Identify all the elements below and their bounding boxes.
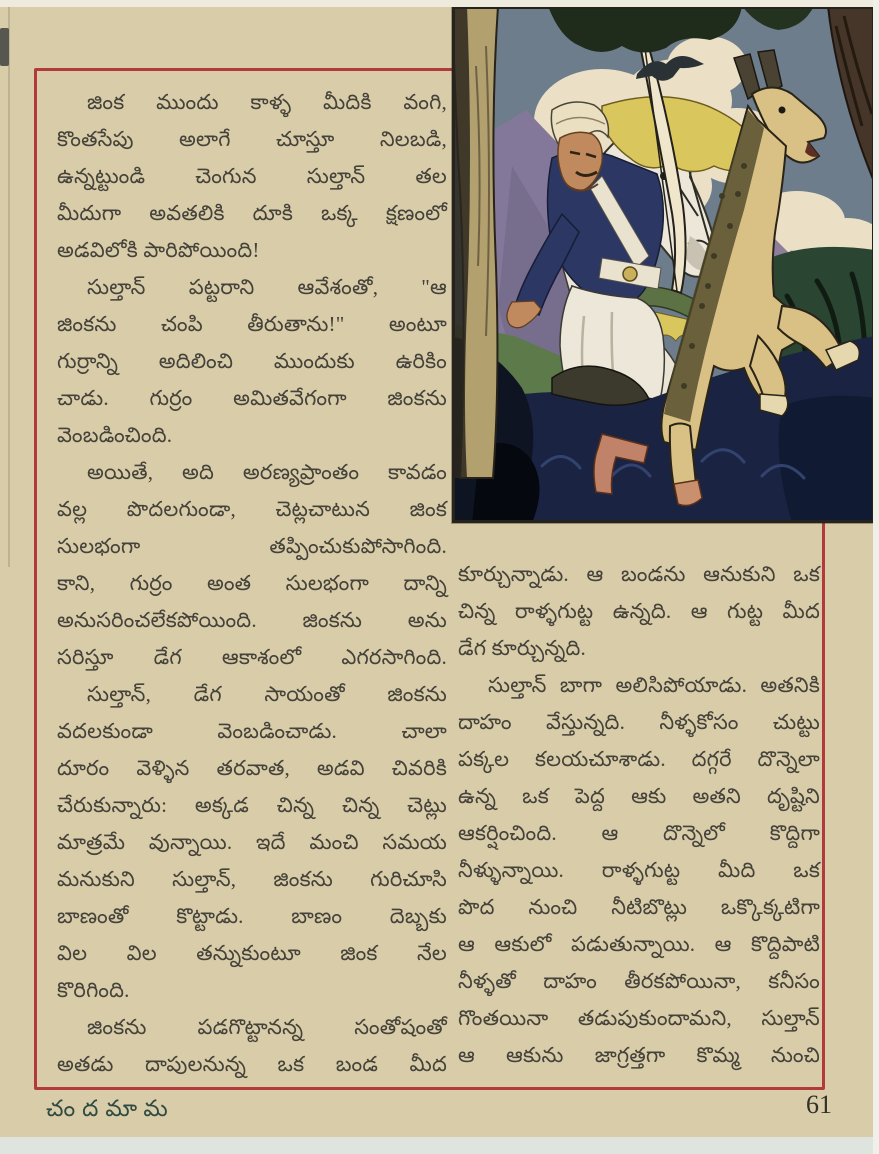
text-line: కూర్చున్నాడు. ఆ బండను ఆనుకుని ఒక (458, 562, 820, 586)
text-line: ఉన్నట్టుండి చెంగున సుల్తాన్ తల (57, 164, 447, 188)
text-line: ఉన్న ఒక పెద్ద ఆకు అతని దృష్టిని (458, 784, 820, 808)
scan-smudge (0, 28, 9, 66)
scan-right-edge (873, 0, 879, 1154)
text-line: కొరిగింది. (57, 978, 130, 1002)
text-line: గుర్రాన్ని అదిలించి ముందుకు ఉరికిం (57, 349, 447, 373)
right-text-column (458, 556, 820, 1074)
text-line: నీళ్ళతో దాహం తీరకపోయినా, కనీసం (458, 969, 820, 993)
text-line: వదలకుండా వెంబడించాడు. చాలా (57, 719, 447, 743)
left-tree (452, 6, 498, 478)
text-line: విల విల తన్నుకుంటూ జింక నేల (57, 941, 447, 965)
text-line: కాని, గుర్రం అంత సులభంగా దాన్ని (57, 571, 447, 595)
left-text-column (57, 84, 447, 1083)
text-line: సరిస్తూ డేగ ఆకాశంలో ఎగరసాగింది. (57, 645, 447, 669)
text-line: చేరుకున్నారు: అక్కడ చిన్న చిన్న చెట్లు (57, 793, 447, 817)
text-line: దాహం వేస్తున్నది. నీళ్ళకోసం చుట్టు (458, 710, 820, 734)
story-illustration (452, 6, 875, 523)
scan-crease (8, 7, 10, 567)
page-number: 61 (806, 1090, 832, 1119)
text-line: జింక ముందు కాళ్ళ మీదికి వంగి, (87, 90, 447, 114)
text-line: వెంబడించింది. (57, 423, 173, 447)
text-line: మనుకుని సుల్తాన్, జింకను గురిచూసి (57, 867, 447, 891)
text-line: ఆకర్షించింది. ఆ దొన్నెలో కొద్దిగా (458, 821, 820, 845)
text-line: వల్ల పొదలగుండా, చెట్లచాటున జింక (57, 497, 447, 521)
text-line: ఆ ఆకును జాగ్రత్తగా కొమ్మ నుంచి (458, 1043, 820, 1067)
text-line: జింకను పడగొట్టానన్న సంతోషంతో (87, 1015, 447, 1039)
text-line: కొంతసేపు అలాగే చూస్తూ నిలబడి, (57, 127, 447, 151)
text-line: చిన్న రాళ్ళగుట్ట ఉన్నది. ఆ గుట్ట మీద (458, 599, 820, 623)
scan-bottom-edge (0, 1137, 879, 1154)
text-line: దూరం వెళ్ళిన తరవాత, అడవి చివరికి (57, 756, 447, 780)
text-line: అనుసరించలేకపోయింది. జింకను అను (57, 608, 447, 632)
text-line: సుల్తాన్, డేగ సాయంతో జింకను (87, 682, 447, 706)
text-line: చాడు. గుర్రం అమితవేగంగా జింకను (57, 386, 447, 410)
text-line: డేగ కూర్చున్నది. (458, 636, 586, 660)
text-line: మీదుగా అవతలికి దూకి ఒక్క క్షణంలో (57, 201, 447, 225)
text-line: పక్కల కలయచూశాడు. దగ్గరే దొన్నెలా (458, 747, 820, 771)
text-line: బాణంతో కొట్టాడు. బాణం దెబ్బకు (57, 904, 447, 928)
text-line: సులభంగా తప్పించుకుపోసాగింది. (57, 534, 447, 558)
text-line: జింకను చంపి తీరుతాను!" అంటూ (57, 312, 447, 336)
text-line: సుల్తాన్ పట్టరాని ఆవేశంతో, "ఆ (87, 275, 447, 299)
hunting-scene-art (452, 6, 875, 523)
text-line: అతడు దాపులనున్న ఒక బండ మీద (57, 1052, 447, 1076)
text-line: పొద నుంచి నీటిబొట్లు ఒక్కొక్కటిగా (458, 895, 820, 919)
text-line: నీళ్ళున్నాయి. రాళ్ళగుట్ట మీది ఒక (458, 858, 820, 882)
text-line: ఆ ఆకులో పడుతున్నాయి. ఆ కొద్దిపాటి (458, 932, 820, 956)
text-line: గొంతయినా తడుపుకుందామని, సుల్తాన్ (458, 1006, 820, 1030)
text-line: అయితే, అది అరణ్యప్రాంతం కావడం (87, 460, 447, 484)
text-line: సుల్తాన్ బాగా అలిసిపోయాడు. అతనికి (488, 673, 820, 697)
footer-magazine-name: చందమామ (46, 1096, 175, 1121)
scan-top-edge (0, 0, 879, 7)
text-line: అడవిలోకి పారిపోయింది! (57, 238, 260, 262)
text-line: మాత్రమే వున్నాయి. ఇదే మంచి సమయ (57, 830, 447, 854)
